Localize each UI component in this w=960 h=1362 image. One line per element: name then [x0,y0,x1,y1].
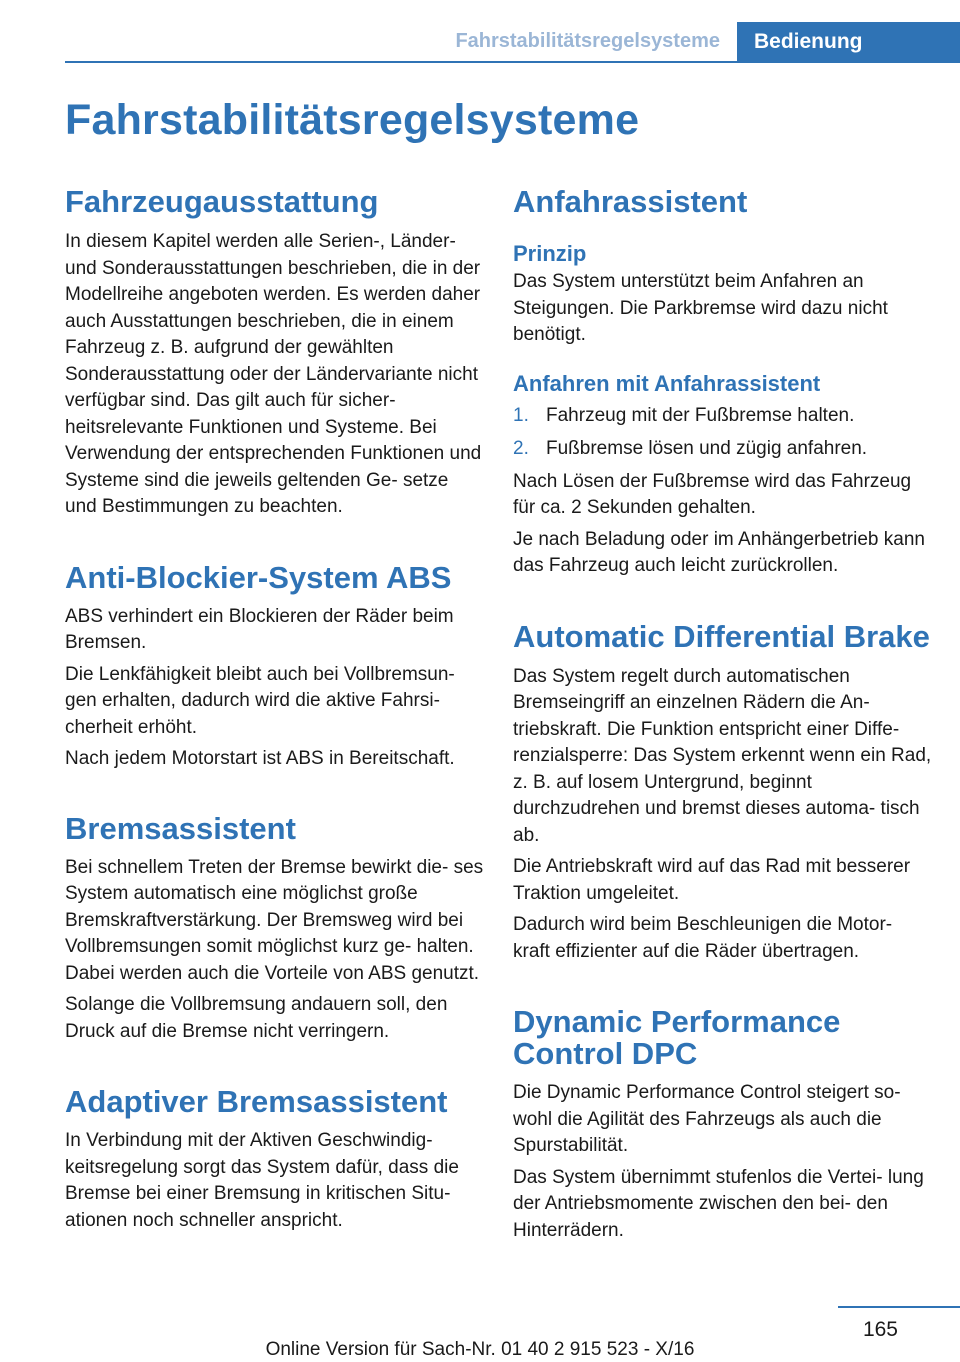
paragraph: Dadurch wird beim Beschleunigen die Motor‑ kraft effizienter auf die Räder übertragen. [513,914,893,962]
section-heading: Fahrzeugausstattung [65,184,379,219]
paragraph: Die Dynamic Performance Control steigert so‑ wohl die Agilität des Fahrzeugs als auch die Spurstabilität. [513,1082,901,1156]
header-rule [65,61,960,63]
page-number: 165 [862,1318,898,1341]
step-text: Fahrzeug mit der Fußbremse halten. [546,404,855,426]
footer-note: Online Version für Sach-Nr. 01 40 2 915 523 - X/16 [265,1339,695,1360]
paragraph: Das System unterstützt beim Anfahren an Steigungen. Die Parkbremse wird dazu nicht benötigt. [513,271,888,345]
section-heading: Automatic Differential Brake [513,618,930,654]
running-header-section: Fahrstabilitätsregelsysteme [455,30,720,52]
step-number: 1. [513,404,529,426]
paragraph: Bei schnellem Treten der Bremse bewirkt die‑ ses System automatisch eine möglichst große Bremskraftverstärkung. Der Bremsweg wird bei Vollbremsungen somit möglichst kurz ge‑ halten. Dabei werden auch die Vorteile von ABS genutzt. [65,856,484,984]
paragraph: Die Antriebskraft wird auf das Rad mit besserer Traktion umgeleitet. [513,856,911,904]
paragraph: Solange die Vollbremsung andauern soll, den Druck auf die Bremse nicht verringern. [65,994,448,1042]
section-heading: Adaptiver Bremsassistent [65,1084,448,1119]
section-dpc [513,1006,933,1244]
paragraph: Nach jedem Motorstart ist ABS in Bereitschaft. [65,748,455,769]
paragraph: ABS verhindert ein Blockieren der Räder beim Bremsen. [65,605,454,653]
step-list [513,403,933,463]
section-heading: Bremsassistent [65,810,296,846]
left-column [65,186,485,1234]
section-heading: Anti‑Blockier‑System ABS [65,559,452,595]
step-text: Fußbremse lösen und zügig anfahren. [546,438,868,459]
section-adaptiver-bremsassistent [65,1086,485,1234]
section-bremsassistent [65,810,485,1046]
right-column [513,186,933,1244]
step-item [513,436,933,463]
paragraph: Das System übernimmt stufenlos die Vertei‑ lung der Antriebsmomente zwischen den bei‑ den Hinterrädern. [513,1166,924,1241]
paragraph: Die Lenkfähigkeit bleibt auch bei Vollbremsun‑ gen erhalten, dadurch wird die aktive Fahrsi‑ cherheit erhöht. [65,663,455,738]
section-heading: Anfahrassistent [513,184,748,219]
paragraph: In diesem Kapitel werden alle Serien‑, Länder‑ und Sonderausstattungen beschrieben, die in der Modellreihe angeboten werden. Es werden daher auch Ausstattungen beschrieben, die in einem Fahrzeug z. B. aufgrund der gewählten Sonderausstattung oder der Ländervariante nicht verfügbar sind. Das gilt auch für sicher‑ heitsrelevante Funktionen und Systeme. Bei Verwendung der entsprechenden Funktionen und Systeme sind die jeweils geltenden Ge‑ setze und Bestimmungen zu beachten. [65,231,482,517]
paragraph: Das System regelt durch automatischen Bremseingriff an einzelnen Rädern die An‑ triebskraft. Die Funktion entspricht einer Diffe‑ renzialsperre: Das System erkennt wenn ein Rad, z. B. auf losem Untergrund, beginnt durchzudrehen und bremst dieses automa‑ tisch ab. [513,665,932,846]
paragraph: In Verbindung mit der Aktiven Geschwindig‑ keitsregelung sorgt das System dafür, dass die Bremse bei einer Bremsung in kritischen Situ‑ ationen noch schneller anspricht. [65,1130,459,1231]
section-anfahrassistent [513,186,933,580]
subheading-anfahren: Anfahren mit Anfahrassistent [513,370,821,396]
page-title: Fahrstabilitätsregelsysteme [65,96,640,144]
section-heading: Dynamic Performance Control DPC [513,1004,841,1071]
footer-rule [838,1306,960,1308]
section-automatic-differential-brake [513,618,933,966]
section-fahrzeugausstattung [65,186,485,521]
step-item [513,403,933,430]
paragraph: Nach Lösen der Fußbremse wird das Fahrzeug für ca. 2 Sekunden gehalten. [513,470,912,518]
section-abs [65,559,485,773]
paragraph: Je nach Beladung oder im Anhängerbetrieb kann das Fahrzeug auch leicht zurückrollen. [513,528,925,576]
subheading-prinzip: Prinzip [513,241,587,266]
step-number: 2. [513,438,529,459]
running-header-tab: Bedienung [737,22,960,63]
